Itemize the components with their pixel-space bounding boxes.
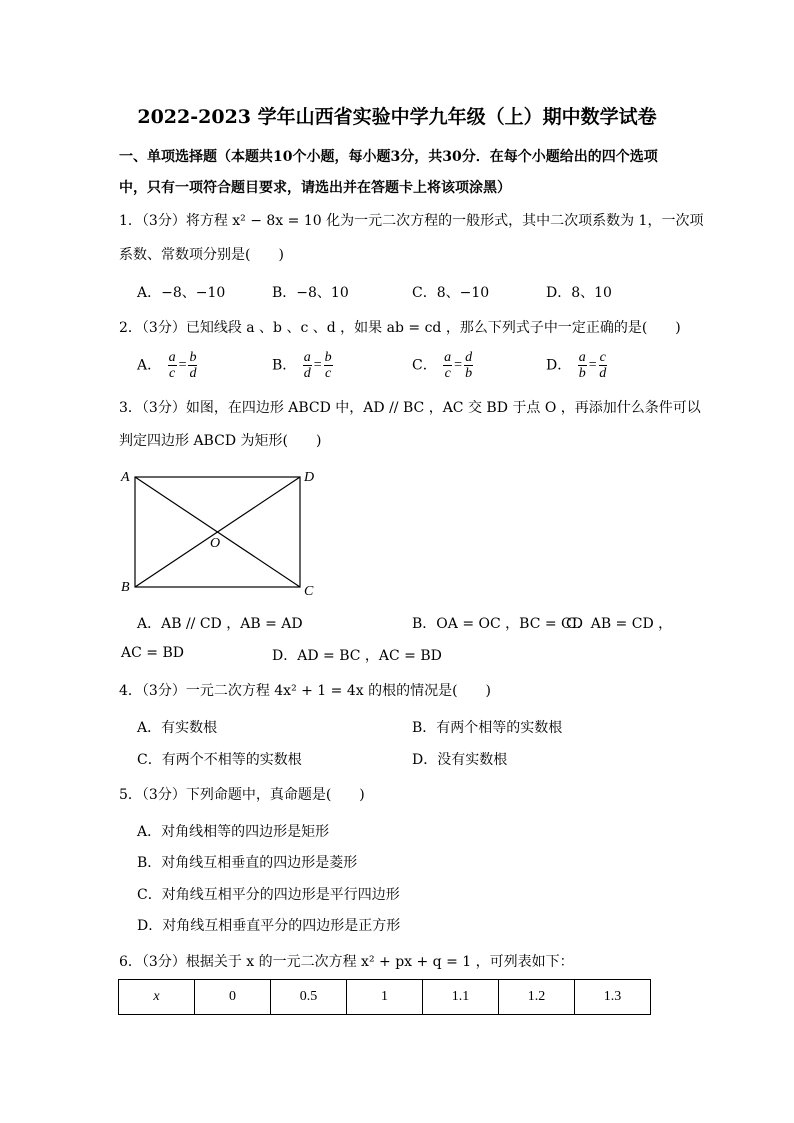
- section-header-line1: 一、单项选择题（本题共10个小题，每小题3分，共30分．在每个小题给出的四个选项: [119, 149, 658, 165]
- q4-stem: 4．（3分）一元二次方程 4x² + 1 = 4x 的根的情况是( ): [119, 683, 492, 699]
- q5-option-d: D．对角线互相垂直平分的四边形是正方形: [137, 918, 401, 934]
- q2-option-b: B． $\frac{a}{d}$ = $\frac{b}{c}$: [272, 350, 332, 381]
- vertex-label-b: B: [121, 580, 130, 595]
- q2-option-d: D． $\frac{a}{b}$ = $\frac{c}{d}$: [546, 350, 607, 381]
- q2-option-label: B．: [272, 357, 297, 374]
- table-row: [119, 980, 651, 1015]
- q5-option-c: C．对角线互相平分的四边形是平行四边形: [137, 887, 400, 903]
- q4-option-a: A．有实数根: [137, 720, 218, 736]
- vertex-label-d: D: [304, 470, 315, 485]
- q5-option-a: A．对角线相等的四边形是矩形: [137, 824, 330, 840]
- q2-option-label: C．: [412, 357, 437, 374]
- fraction-numerator: b: [189, 350, 197, 365]
- fraction-denominator: d: [303, 366, 311, 381]
- section-header-line2: 中，只有一项符合题目要求，请选出并在答题卡上将该项涂黑）: [119, 180, 511, 196]
- q4-option-d: D．没有实数根: [412, 752, 508, 768]
- q5-stem: 5．（3分）下列命题中，真命题是( ): [119, 787, 365, 803]
- table-cell: x: [119, 980, 195, 1015]
- q3-stem-line2: 判定四边形 ABCD 为矩形( ): [119, 433, 322, 449]
- fraction-numerator: a: [168, 350, 176, 365]
- q2-stem: 2．（3分）已知线段 a 、b 、c 、d ，如果 ab = cd ，那么下列式子中一定正确的是( ): [119, 320, 681, 336]
- q3-option-a: A．AB // CD ，AB = AD: [137, 616, 303, 632]
- table-cell: 0: [195, 980, 271, 1015]
- q1-stem-line2: 系数、常数项分别是( ): [119, 247, 284, 263]
- fraction-denominator: b: [578, 366, 586, 381]
- table-cell: 1.3: [575, 980, 651, 1015]
- fraction-numerator: a: [303, 350, 311, 365]
- q2-option-label: D．: [546, 357, 572, 374]
- table-cell: 1.2: [499, 980, 575, 1015]
- q5-option-b: B．对角线互相垂直的四边形是菱形: [137, 855, 358, 871]
- q3-option-b: B．OA = OC ，BC = CD: [412, 616, 583, 632]
- q6-stem: 6．（3分）根据关于 x 的一元二次方程 x² + px + q = 1 ，可列表如下：: [119, 954, 574, 970]
- fraction-numerator: a: [444, 350, 452, 365]
- rectangle-figure: [112, 465, 327, 600]
- fraction-denominator: c: [168, 366, 176, 381]
- fraction-numerator: d: [465, 350, 473, 365]
- fraction-numerator: b: [324, 350, 332, 365]
- q3-option-d: D．AD = BC ，AC = BD: [272, 648, 442, 664]
- table-cell: 1: [347, 980, 423, 1015]
- q6-value-table: [118, 979, 651, 1015]
- fraction-denominator: b: [465, 366, 473, 381]
- q3-option-c-part1: C．AB = CD ，: [566, 616, 673, 632]
- vertex-label-c: C: [304, 584, 314, 599]
- intersection-label-o: O: [210, 536, 221, 551]
- q3-option-c-part2: AC = BD: [121, 645, 184, 661]
- fraction-denominator: d: [599, 366, 607, 381]
- q2-option-label: A．: [137, 357, 162, 374]
- fraction-numerator: a: [578, 350, 586, 365]
- table-cell: 1.1: [423, 980, 499, 1015]
- q1-option-b: B．−8、10: [272, 285, 349, 301]
- q1-option-d: D．8、10: [546, 285, 612, 301]
- q1-option-c: C．8、−10: [412, 285, 490, 301]
- fraction-denominator: c: [444, 366, 451, 381]
- vertex-label-a: A: [121, 470, 130, 485]
- fraction-denominator: c: [325, 366, 332, 381]
- fraction-numerator: c: [599, 350, 606, 365]
- q4-option-c: C．有两个不相等的实数根: [137, 752, 302, 768]
- q3-stem-line1: 3．（3分）如图，在四边形 ABCD 中，AD // BC ，AC 交 BD 于点 O ，再添加什么条件可以: [119, 400, 701, 416]
- q1-stem-line1: 1．（3分）将方程 x² − 8x = 10 化为一元二次方程的一般形式，其中二次项系数为 1，一次项: [119, 213, 704, 229]
- q1-option-a: A．−8、−10: [137, 285, 226, 301]
- q2-option-a: A． $\frac{a}{c}$ = $\frac{b}{d}$: [137, 350, 197, 381]
- table-cell: 0.5: [271, 980, 347, 1015]
- q4-option-b: B．有两个相等的实数根: [412, 720, 563, 736]
- q2-option-c: C． $\frac{a}{c}$ = $\frac{d}{b}$: [412, 350, 473, 381]
- page-title: 2022-2023 学年山西省实验中学九年级（上）期中数学试卷: [137, 106, 657, 128]
- fraction-denominator: d: [189, 366, 197, 381]
